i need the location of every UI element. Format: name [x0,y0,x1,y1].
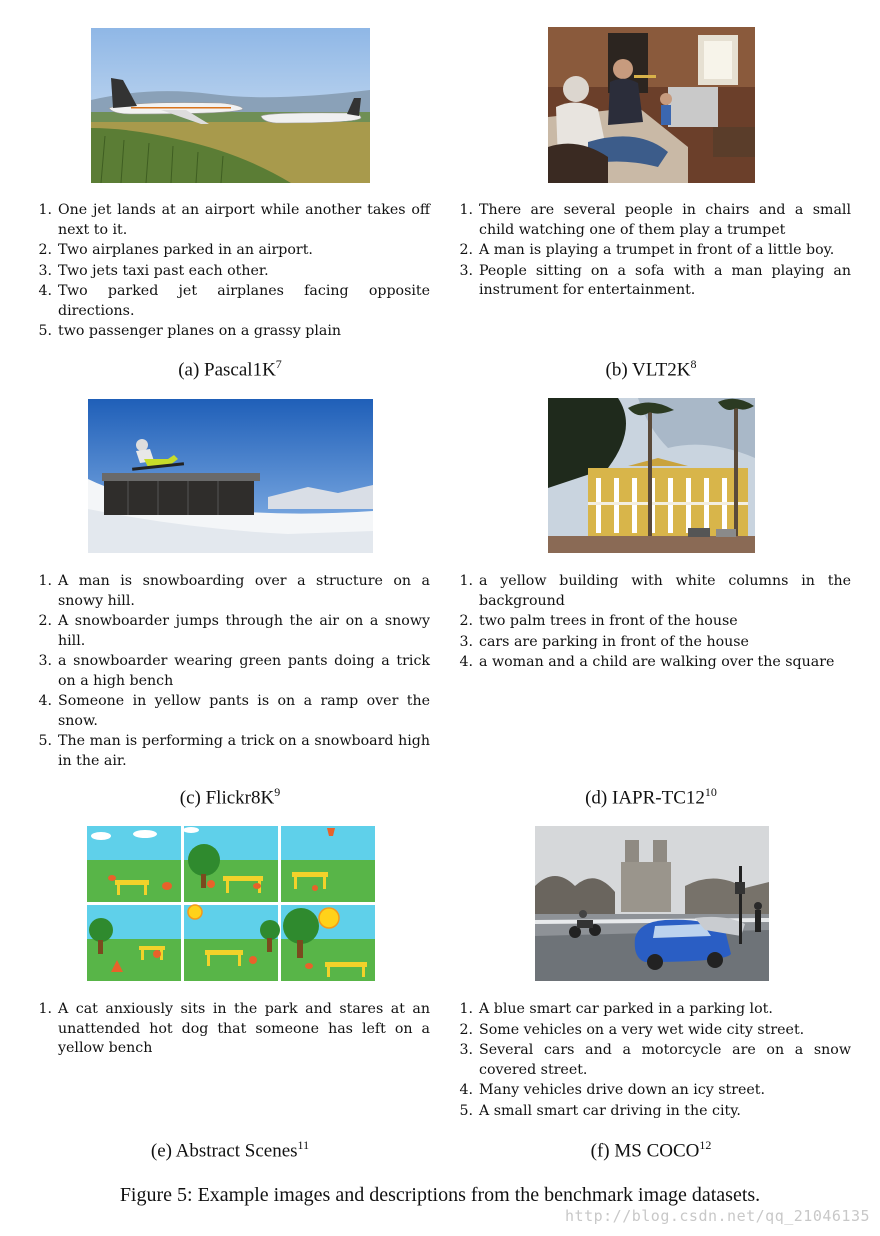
subcaption-flickr: (c) $Flickr8K^9$ [179,785,281,809]
photo-flickr-snowboarder [88,399,373,553]
caption-list-pascal [34,201,430,343]
list-item: 3. Two jets taxi past each other. [38,262,269,279]
subcaption-coco: (f) MS COCO$^{12}$ [590,1138,712,1162]
list-item: 4. a woman and a child are walking over the square [459,654,835,670]
list-item: 1. A cat anxiously sits in the park and stares at an unattended hot dog that someone has left on a yellow bench [38,1001,430,1056]
list-item: 1. One jet lands at an airport while another takes off next to it. [38,202,430,238]
list-item: 2. two palm trees in front of the house [459,613,738,629]
list-item: 4. Many vehicles drive down an icy street. [459,1082,766,1098]
photo-pascal-airplanes [91,28,370,183]
list-item: 5. The man is performing a trick on a snowboard high in the air. [38,733,430,769]
list-item: 1. a yellow building with white columns in the background [459,573,851,609]
list-item: 2. A man is playing a trumpet in front of a little boy. [459,242,835,258]
list-item: 5. two passenger planes on a grassy plain [38,323,342,339]
list-item: 3. People sitting on a sofa with a man playing an instrument for entertainment. [459,262,851,298]
caption-list-flickr [34,572,430,772]
photo-vlt-trumpet [548,27,755,183]
caption-list-abstract [34,1000,430,1060]
caption-list-iapr [455,572,851,674]
list-item: 5. A small smart car driving in the city. [459,1102,741,1119]
photo-iapr-yellow-building [548,398,755,553]
list-item: 2. Some vehicles on a very wet wide city street. [459,1021,805,1038]
subcaption-vlt: (b) $VLT2K^8$ [605,357,697,381]
list-item: 4. Someone in yellow pants is on a ramp over the snow. [38,693,430,729]
list-item: 1. There are several people in chairs and a small child watching one of them play a trumpet [459,202,851,238]
figure-caption: Figure 5: Example images and descriptions from the benchmark image datasets. [119,1184,761,1206]
list-item: 2. A snowboarder jumps through the air on a snowy hill. [38,613,430,649]
subcaption-pascal: (a) $Pascal1K^7$ [178,357,282,381]
list-item: 3. cars are parking in front of the house [459,633,749,650]
watermark: http://blog.csdn.net/qq_21046135 [565,1207,870,1225]
list-item: 1. A blue smart car parked in a parking lot. [459,1001,773,1017]
caption-list-coco [455,1000,851,1122]
subcaption-abstract: (e) Abstract Scenes$^{11}$ [150,1138,310,1162]
list-item: 2. Two airplanes parked in an airport. [38,242,313,258]
photo-coco-smart-car [535,826,769,981]
list-item: 3. Several cars and a motorcycle are on a snow covered street. [459,1042,851,1078]
subcaption-iapr: (d) IAPR-$TC12^{10}$ [585,785,717,809]
illustration-abstract-scenes [87,826,375,981]
list-item: 3. a snowboarder wearing green pants doing a trick on a high bench [38,653,430,689]
list-item: 1. A man is snowboarding over a structure on a snowy hill. [38,573,430,609]
list-item: 4. Two parked jet airplanes facing opposite directions. [38,283,430,319]
caption-list-vlt [455,201,851,302]
